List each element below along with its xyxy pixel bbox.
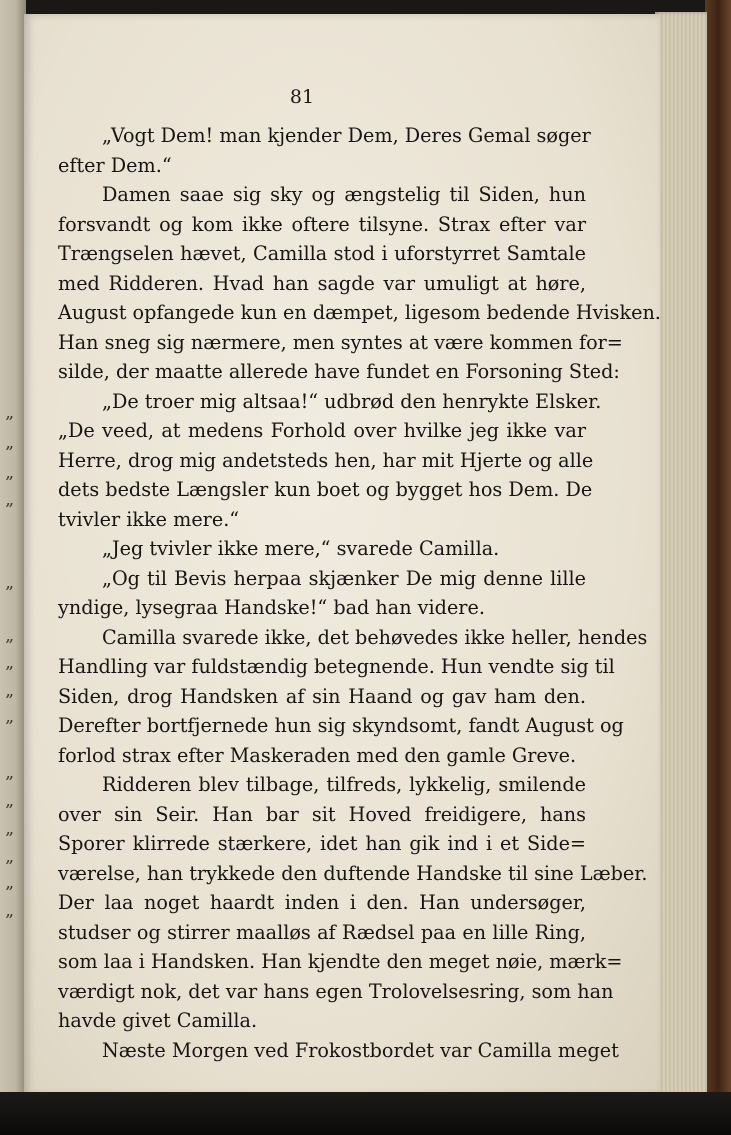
facing-page-edge — [0, 0, 26, 1095]
text-line: havde givet Camilla. — [58, 1009, 258, 1032]
text-line: Ridderen blev tilbage, tilfreds, lykkelig, smilende — [102, 773, 586, 796]
text-line: „Vogt Dem! man kjender Dem, Deres Gemal søger — [102, 124, 591, 147]
text-line: som laa i Handsken. Han kjendte den meget nøie, mærk= — [58, 950, 623, 973]
facing-page-text-fragment: „ — [5, 901, 14, 921]
facing-page-text-fragment: „ — [5, 791, 14, 811]
text-line: Handling var fuldstændig betegnende. Hun vendte sig til — [58, 655, 615, 678]
text-line: dets bedste Længsler kun boet og bygget hos Dem. De — [58, 478, 593, 501]
body-text — [58, 121, 661, 1065]
facing-page-text-fragment: „ — [5, 433, 14, 453]
text-line: Camilla svarede ikke, det behøvedes ikke heller, hendes — [102, 625, 648, 649]
text-line: studser og stirrer maalløs af Rædsel paa en lille Ring, — [58, 920, 586, 944]
text-line: Trængselen hævet, Camilla stod i uforstyrret Samtale — [58, 242, 586, 265]
facing-page-text-fragment: „ — [5, 573, 14, 593]
facing-page-text-fragment: „ — [5, 653, 14, 673]
text-line: Han sneg sig nærmere, men syntes at være kommen for= — [58, 330, 623, 354]
facing-page-text-fragment: „ — [5, 403, 14, 423]
text-line: August opfangede kun en dæmpet, ligesom bedende Hvisken. — [58, 301, 661, 324]
text-line: forsvandt og kom ikke oftere tilsyne. Strax efter var — [58, 212, 586, 236]
text-line: Siden, drog Handsken af sin Haand og gav ham den. — [58, 684, 586, 708]
book-cover-edge — [705, 0, 731, 1095]
facing-page-text-fragment: „ — [5, 490, 14, 510]
text-line: silde, der maatte allerede have fundet en Forsoning Sted: — [58, 360, 620, 383]
text-line: Sporer klirrede stærkere, idet han gik ind i et Side= — [58, 832, 586, 855]
text-line: Der laa noget haardt inden i den. Han undersøger, — [58, 891, 586, 914]
text-line: med Ridderen. Hvad han sagde var umuligt at høre, — [58, 271, 586, 295]
text-line: Derefter bortfjernede hun sig skyndsomt, fandt August og — [58, 714, 624, 737]
facing-page-text-fragment: „ — [5, 681, 14, 701]
text-line: Damen saae sig sky og ængstelig til Siden, hun — [102, 183, 586, 206]
facing-page-text-fragment: „ — [5, 763, 14, 783]
page-block-edges — [655, 12, 707, 1095]
text-line: yndige, lysegraa Handske!“ bad han videre. — [58, 596, 485, 619]
facing-page-text-fragment: „ — [5, 463, 14, 483]
background-surface — [0, 1092, 731, 1135]
facing-page-text-fragment: „ — [5, 819, 14, 839]
text-line: tvivler ikke mere.“ — [58, 507, 240, 531]
facing-page-text-fragment: „ — [5, 873, 14, 893]
text-line: over sin Seir. Han bar sit Hoved freidigere, hans — [58, 802, 586, 826]
text-line: forlod strax efter Maskeraden med den gamle Greve. — [58, 743, 577, 767]
text-line: Næste Morgen ved Frokostbordet var Camilla meget — [102, 1038, 619, 1062]
facing-page-text-fragment: „ — [5, 626, 14, 646]
text-line: Herre, drog mig andetsteds hen, har mit Hjerte og alle — [58, 448, 594, 472]
book-page — [24, 14, 660, 1095]
facing-page-text-fragment: „ — [5, 707, 14, 727]
text-line: værelse, han trykkede den duftende Handske til sine Læber. — [58, 861, 648, 885]
text-line: „De troer mig altsaa!“ udbrød den henrykte Elsker. — [102, 389, 602, 413]
text-line: „Og til Bevis herpaa skjænker De mig denne lille — [102, 566, 586, 590]
page-number: 81 — [289, 86, 315, 108]
text-line: „De veed, at medens Forhold over hvilke jeg ikke var — [58, 419, 586, 442]
facing-page-text-fragment: „ — [5, 847, 14, 867]
text-line: „Jeg tvivler ikke mere,“ svarede Camilla. — [102, 537, 500, 560]
text-line: værdigt nok, det var hans egen Trolovelsesring, som han — [58, 979, 614, 1003]
text-line: efter Dem.“ — [58, 153, 172, 177]
